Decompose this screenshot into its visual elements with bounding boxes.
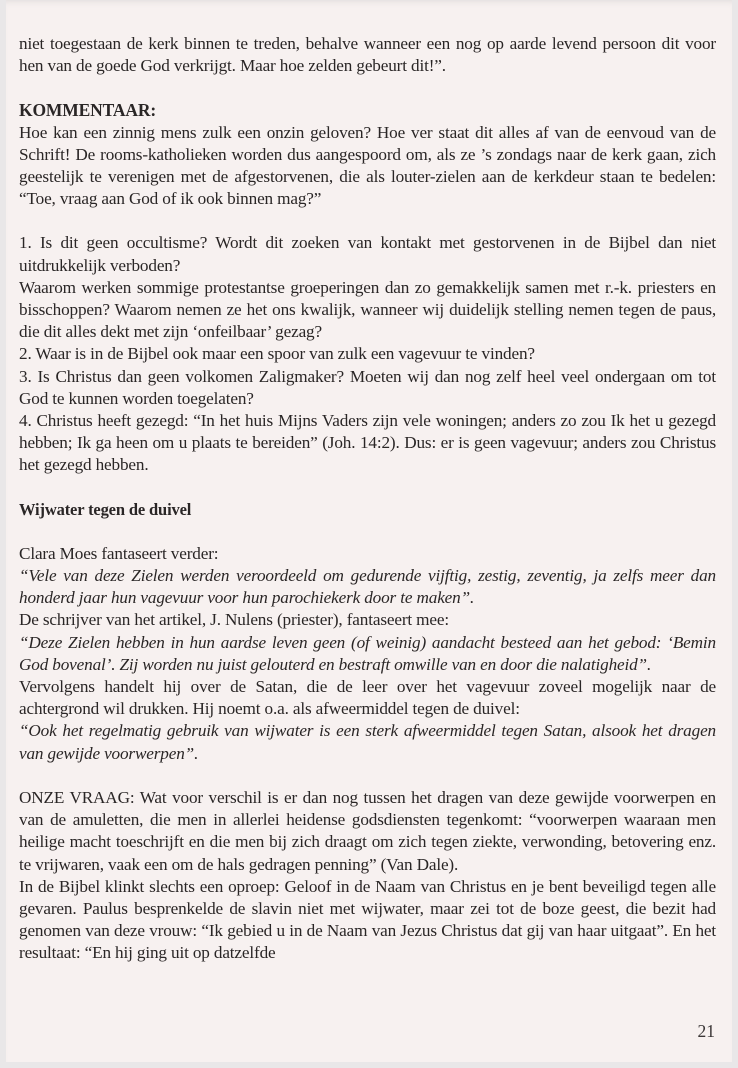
question-1-followup: Waarom werken sommige protestantse groeperingen dan zo gemakkelijk samen met r.-k. priesters en bisschoppen? Waarom nemen ze het ons kwalijk, wanneer wij duidelijk stelling nemen tegen de paus, die dit alles dekt met zijn ‘onfeilbaar’ gezag? (19, 277, 716, 342)
question-2: 2. Waar is in de Bijbel ook maar een spoor van zulk een vagevuur te vinden? (19, 344, 535, 364)
question-3: 3. Is Christus dan geen volkomen Zaligmaker? Moeten wij dan nog zelf heel veel ondergaan om tot God te kunnen worden toegelaten? (19, 366, 716, 408)
document-page (6, 0, 732, 1062)
clara-quote: “Vele van deze Zielen werden veroordeeld om gedurende vijftig, zestig, zeventig, ja zelfs meer dan honderd jaar hun vagevuur voor hun parochiekerk door te maken”. (19, 566, 716, 608)
intro-paragraph: niet toegestaan de kerk binnen te treden, behalve wanneer een nog op aarde levend persoon dit voor hen van de goede God verkrijgt. Maar hoe zelden gebeurt dit!”. (19, 34, 716, 76)
satan-paragraph: Vervolgens handelt hij over de Satan, die de leer over het vagevuur zoveel mogelijk naar de achtergrond wil drukken. Hij noemt o.a. als afweermiddel tegen de duivel: (19, 677, 716, 719)
nulens-quote: “Deze Zielen hebben in hun aardse leven geen (of weinig) aandacht besteed aan het gebod: ‘Bemin God bovenal’. Zij worden nu juist gelouterd en bestraft omwille van en door die nalatigheid”. (19, 632, 716, 674)
clara-intro: Clara Moes fantaseert verder: (19, 543, 219, 563)
nulens-intro: De schrijver van het artikel, J. Nulens (priester), fantaseert mee: (19, 610, 449, 630)
page-body (19, 33, 716, 965)
bijbel-paragraph: In de Bijbel klinkt slechts een oproep: Geloof in de Naam van Christus en je bent beveiligd tegen alle gevaren. Paulus besprenkelde de slavin niet met wijwater, maar zei tot de boze geest, die bezit had genomen van deze vrouw: “Ik gebied u in de Naam van Jezus Christus dat gij van haar uitgaat”. En het resultaat: “En hij ging uit op datzelfde (19, 876, 716, 963)
satan-quote: “Ook het regelmatig gebruik van wijwater is een sterk afweermiddel tegen Satan, alsook het dragen van gewijde voorwerpen”. (19, 721, 716, 763)
kommentaar-heading: KOMMENTAAR: (19, 100, 157, 121)
question-1: 1. Is dit geen occultisme? Wordt dit zoeken van kontakt met gestorvenen in de Bijbel dan niet uitdrukkelijk verboden? (19, 233, 716, 275)
question-4: 4. Christus heeft gezegd: “In het huis Mijns Vaders zijn vele woningen; anders zo zou Ik het u gezegd hebben; Ik ga heen om u plaats te bereiden” (Joh. 14:2). Dus: er is geen vagevuur; anders zou Christus het gezegd hebben. (19, 411, 716, 475)
kommentaar-paragraph: Hoe kan een zinnig mens zulk een onzin geloven? Hoe ver staat dit alles af van de eenvoud van de Schrift! De rooms-katholieken worden dus aangespoord om, als ze ’s zondags naar de kerk gaan, zich geestelijk te verenigen met de afgestorvenen, die als louter-zielen aan de kerkdeur staan te bedelen: “Toe, vraag aan God of ik ook binnen mag?” (19, 122, 716, 209)
onze-vraag-paragraph: ONZE VRAAG: Wat voor verschil is er dan nog tussen het dragen van deze gewijde voorwerpen en van de amuletten, die men in allerlei heidense godsdiensten tegenkomt: “voorwerpen waaraan men heilige macht toeschrijft en die men bij zich draagt om zich tegen ziekte, verwonding, betovering enz. te vrijwaren, vaak een om de hals gedragen penning” (Van Dale). (19, 787, 716, 874)
page-number: 21 (697, 1021, 715, 1041)
section-heading: Wijwater tegen de duivel (19, 499, 192, 519)
